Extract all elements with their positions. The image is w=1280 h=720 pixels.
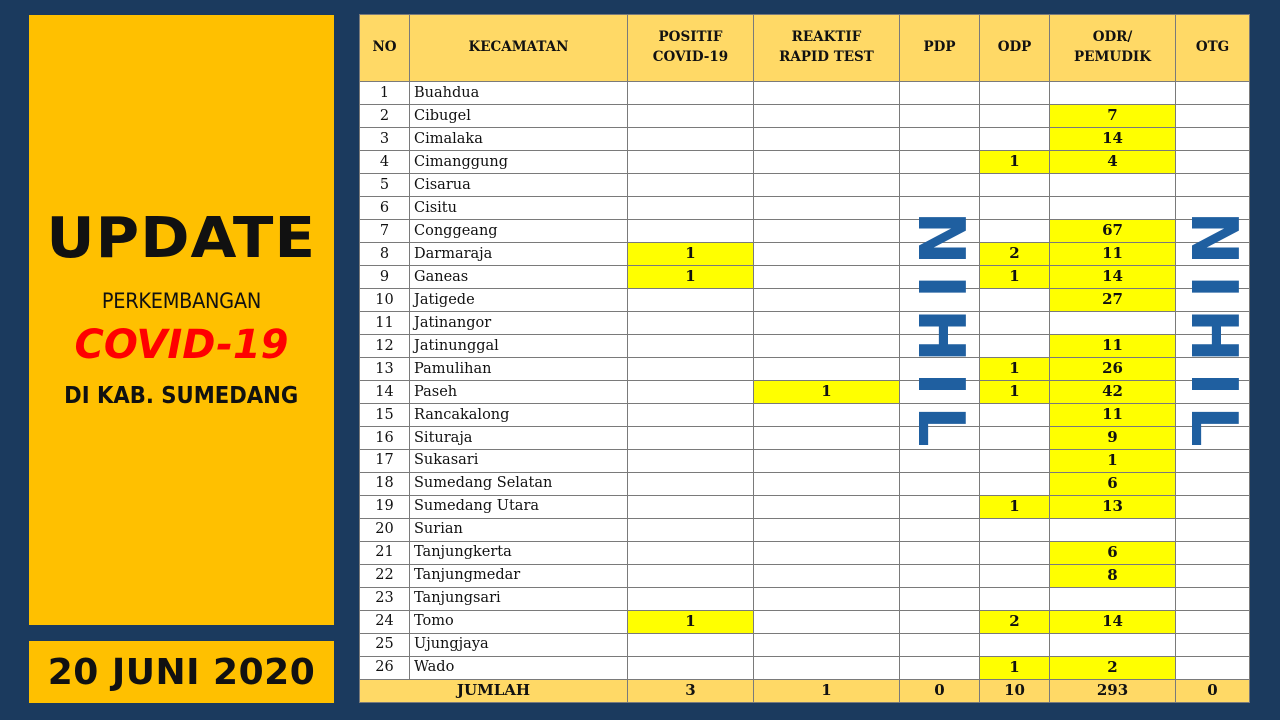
table-row	[360, 196, 1250, 219]
row-reaktif	[754, 564, 900, 587]
row-odp	[980, 587, 1050, 610]
row-odr: 11	[1050, 242, 1176, 265]
row-reaktif	[754, 104, 900, 127]
row-otg	[1176, 633, 1250, 656]
total-odr: 293	[1050, 679, 1176, 702]
row-kecamatan: Cimanggung	[410, 150, 628, 173]
row-no: 7	[360, 219, 410, 242]
row-kecamatan: Jatinangor	[410, 311, 628, 334]
row-no: 1	[360, 82, 410, 105]
row-positif	[628, 587, 754, 610]
row-odr: 6	[1050, 541, 1176, 564]
row-kecamatan: Tanjungmedar	[410, 564, 628, 587]
total-label: JUMLAH	[360, 679, 628, 702]
row-odp	[980, 82, 1050, 105]
row-kecamatan: Ujungjaya	[410, 633, 628, 656]
table-row	[360, 334, 1250, 357]
row-kecamatan: Rancakalong	[410, 403, 628, 426]
row-reaktif	[754, 541, 900, 564]
row-odr: 9	[1050, 426, 1176, 449]
total-reaktif: 1	[754, 679, 900, 702]
row-kecamatan: Cimalaka	[410, 127, 628, 150]
row-positif	[628, 633, 754, 656]
row-kecamatan: Surian	[410, 518, 628, 541]
row-positif	[628, 150, 754, 173]
table-row	[360, 610, 1250, 633]
row-pdp	[900, 104, 980, 127]
row-kecamatan: Tanjungsari	[410, 587, 628, 610]
row-positif	[628, 426, 754, 449]
table-row	[360, 357, 1250, 380]
total-row	[360, 679, 1250, 702]
row-otg	[1176, 541, 1250, 564]
table-row	[360, 403, 1250, 426]
header-kecamatan: KECAMATAN	[410, 15, 628, 82]
table-row	[360, 82, 1250, 105]
row-otg	[1176, 104, 1250, 127]
row-odr: 11	[1050, 403, 1176, 426]
update-title: UPDATE	[46, 206, 317, 271]
row-kecamatan: Darmaraja	[410, 242, 628, 265]
row-pdp	[900, 633, 980, 656]
row-pdp	[900, 472, 980, 495]
header-odr-line2: PEMUDIK	[1074, 49, 1151, 65]
row-kecamatan: Ganeas	[410, 265, 628, 288]
row-kecamatan: Tomo	[410, 610, 628, 633]
row-kecamatan: Paseh	[410, 380, 628, 403]
row-no: 26	[360, 656, 410, 679]
row-reaktif	[754, 587, 900, 610]
row-odp: 1	[980, 150, 1050, 173]
row-positif	[628, 127, 754, 150]
row-otg	[1176, 656, 1250, 679]
header-odr	[1050, 15, 1176, 82]
row-reaktif	[754, 357, 900, 380]
row-reaktif	[754, 449, 900, 472]
row-kecamatan: Jatinunggal	[410, 334, 628, 357]
row-reaktif	[754, 633, 900, 656]
row-odr	[1050, 518, 1176, 541]
row-otg	[1176, 564, 1250, 587]
table-row	[360, 219, 1250, 242]
row-positif	[628, 311, 754, 334]
row-kecamatan: Sumedang Selatan	[410, 472, 628, 495]
row-kecamatan: Cisitu	[410, 196, 628, 219]
table-row	[360, 633, 1250, 656]
row-pdp	[900, 150, 980, 173]
header-odr-line1: ODR/	[1092, 29, 1133, 46]
row-positif	[628, 518, 754, 541]
data-table-container	[359, 14, 1249, 703]
row-odr: 1	[1050, 449, 1176, 472]
row-positif	[628, 219, 754, 242]
table-row	[360, 518, 1250, 541]
table-row	[360, 288, 1250, 311]
row-no: 23	[360, 587, 410, 610]
row-no: 10	[360, 288, 410, 311]
row-positif: 1	[628, 242, 754, 265]
table-row	[360, 587, 1250, 610]
row-reaktif	[754, 265, 900, 288]
row-pdp	[900, 173, 980, 196]
total-otg: 0	[1176, 679, 1250, 702]
header-otg: OTG	[1176, 15, 1250, 82]
row-no: 5	[360, 173, 410, 196]
row-kecamatan: Cisarua	[410, 173, 628, 196]
table-row	[360, 242, 1250, 265]
row-odr: 13	[1050, 495, 1176, 518]
table-row	[360, 265, 1250, 288]
total-positif: 3	[628, 679, 754, 702]
table-row	[360, 380, 1250, 403]
row-odp	[980, 449, 1050, 472]
total-odp: 10	[980, 679, 1050, 702]
table-row	[360, 127, 1250, 150]
row-no: 19	[360, 495, 410, 518]
total-pdp: 0	[900, 679, 980, 702]
header-reaktif-line2: RAPID TEST	[779, 49, 874, 65]
row-positif	[628, 104, 754, 127]
row-odp	[980, 541, 1050, 564]
row-odp	[980, 104, 1050, 127]
row-pdp	[900, 127, 980, 150]
row-odr	[1050, 196, 1176, 219]
row-no: 21	[360, 541, 410, 564]
title-panel	[29, 15, 334, 625]
row-no: 16	[360, 426, 410, 449]
row-positif	[628, 403, 754, 426]
row-otg	[1176, 127, 1250, 150]
row-odr: 27	[1050, 288, 1176, 311]
row-odr: 26	[1050, 357, 1176, 380]
row-kecamatan: Sukasari	[410, 449, 628, 472]
row-otg	[1176, 150, 1250, 173]
row-reaktif	[754, 219, 900, 242]
row-no: 9	[360, 265, 410, 288]
otg-nihil-label: NIHIL	[1175, 211, 1250, 457]
row-pdp	[900, 518, 980, 541]
row-odr	[1050, 82, 1176, 105]
row-reaktif	[754, 242, 900, 265]
row-odp	[980, 518, 1050, 541]
row-no: 22	[360, 564, 410, 587]
row-kecamatan: Situraja	[410, 426, 628, 449]
row-positif	[628, 288, 754, 311]
row-odr: 67	[1050, 219, 1176, 242]
row-no: 13	[360, 357, 410, 380]
row-pdp	[900, 564, 980, 587]
table-row	[360, 426, 1250, 449]
row-positif	[628, 495, 754, 518]
table-row	[360, 656, 1250, 679]
table-row	[360, 472, 1250, 495]
region-label: DI KAB. SUMEDANG	[64, 383, 299, 409]
row-no: 15	[360, 403, 410, 426]
row-no: 20	[360, 518, 410, 541]
row-no: 2	[360, 104, 410, 127]
row-odp: 2	[980, 242, 1050, 265]
row-positif	[628, 334, 754, 357]
row-reaktif	[754, 150, 900, 173]
row-positif	[628, 564, 754, 587]
row-pdp	[900, 541, 980, 564]
row-otg	[1176, 495, 1250, 518]
row-positif	[628, 380, 754, 403]
row-odp	[980, 311, 1050, 334]
row-odp	[980, 564, 1050, 587]
row-no: 3	[360, 127, 410, 150]
row-pdp	[900, 610, 980, 633]
table-row	[360, 495, 1250, 518]
row-odp	[980, 403, 1050, 426]
row-otg	[1176, 472, 1250, 495]
row-pdp	[900, 82, 980, 105]
covid-label: COVID-19	[74, 322, 289, 368]
header-pdp: PDP	[900, 15, 980, 82]
date-label: 20 JUNI 2020	[47, 651, 316, 693]
row-kecamatan: Wado	[410, 656, 628, 679]
row-reaktif: 1	[754, 380, 900, 403]
row-reaktif	[754, 311, 900, 334]
row-positif	[628, 541, 754, 564]
row-odp	[980, 288, 1050, 311]
row-positif	[628, 656, 754, 679]
row-odr	[1050, 587, 1176, 610]
header-reaktif	[754, 15, 900, 82]
row-odr: 4	[1050, 150, 1176, 173]
row-odp: 1	[980, 380, 1050, 403]
row-odp	[980, 127, 1050, 150]
row-odp	[980, 334, 1050, 357]
row-no: 18	[360, 472, 410, 495]
row-reaktif	[754, 196, 900, 219]
table-row	[360, 541, 1250, 564]
row-pdp	[900, 656, 980, 679]
row-reaktif	[754, 403, 900, 426]
header-odp: ODP	[980, 15, 1050, 82]
row-otg	[1176, 587, 1250, 610]
row-positif: 1	[628, 610, 754, 633]
table-row	[360, 564, 1250, 587]
row-no: 14	[360, 380, 410, 403]
row-reaktif	[754, 334, 900, 357]
table-row	[360, 449, 1250, 472]
row-odr: 14	[1050, 127, 1176, 150]
row-odr	[1050, 633, 1176, 656]
row-odp: 1	[980, 357, 1050, 380]
covid-table	[359, 14, 1250, 703]
row-kecamatan: Tanjungkerta	[410, 541, 628, 564]
row-odp: 1	[980, 495, 1050, 518]
row-odr: 8	[1050, 564, 1176, 587]
table-body	[360, 82, 1250, 703]
pdp-nihil-label: NIHIL	[902, 211, 977, 457]
row-otg	[1176, 173, 1250, 196]
row-odp	[980, 219, 1050, 242]
row-reaktif	[754, 82, 900, 105]
row-odp: 2	[980, 610, 1050, 633]
row-odp: 1	[980, 656, 1050, 679]
row-positif	[628, 472, 754, 495]
table-row	[360, 173, 1250, 196]
header-row	[360, 15, 1250, 82]
subtitle: PERKEMBANGAN	[101, 289, 262, 313]
table-row	[360, 150, 1250, 173]
row-positif: 1	[628, 265, 754, 288]
row-odr	[1050, 311, 1176, 334]
row-odr: 2	[1050, 656, 1176, 679]
row-odp	[980, 633, 1050, 656]
table-row	[360, 104, 1250, 127]
header-positif-line2: COVID-19	[652, 49, 729, 65]
header-reaktif-line1: REAKTIF	[791, 29, 862, 46]
row-pdp	[900, 495, 980, 518]
row-positif	[628, 357, 754, 380]
row-kecamatan: Buahdua	[410, 82, 628, 105]
row-no: 17	[360, 449, 410, 472]
row-no: 6	[360, 196, 410, 219]
row-no: 4	[360, 150, 410, 173]
row-odp	[980, 426, 1050, 449]
row-reaktif	[754, 495, 900, 518]
date-box	[29, 641, 334, 703]
header-positif	[628, 15, 754, 82]
row-odr: 6	[1050, 472, 1176, 495]
row-odr	[1050, 173, 1176, 196]
row-positif	[628, 173, 754, 196]
row-odr: 14	[1050, 610, 1176, 633]
row-odp: 1	[980, 265, 1050, 288]
row-no: 12	[360, 334, 410, 357]
row-positif	[628, 196, 754, 219]
row-no: 25	[360, 633, 410, 656]
row-otg	[1176, 610, 1250, 633]
row-pdp	[900, 587, 980, 610]
row-no: 24	[360, 610, 410, 633]
row-kecamatan: Jatigede	[410, 288, 628, 311]
row-reaktif	[754, 518, 900, 541]
row-kecamatan: Cibugel	[410, 104, 628, 127]
table-row	[360, 311, 1250, 334]
row-odr: 42	[1050, 380, 1176, 403]
row-reaktif	[754, 288, 900, 311]
row-positif	[628, 82, 754, 105]
row-reaktif	[754, 610, 900, 633]
row-odp	[980, 196, 1050, 219]
row-positif	[628, 449, 754, 472]
row-kecamatan: Conggeang	[410, 219, 628, 242]
row-reaktif	[754, 472, 900, 495]
row-otg	[1176, 518, 1250, 541]
row-odp	[980, 472, 1050, 495]
row-reaktif	[754, 426, 900, 449]
row-otg	[1176, 82, 1250, 105]
header-positif-line1: POSITIF	[658, 29, 723, 46]
row-no: 8	[360, 242, 410, 265]
header-no: NO	[360, 15, 410, 82]
row-reaktif	[754, 656, 900, 679]
row-reaktif	[754, 127, 900, 150]
row-no: 11	[360, 311, 410, 334]
row-odr: 14	[1050, 265, 1176, 288]
row-odr: 7	[1050, 104, 1176, 127]
row-odr: 11	[1050, 334, 1176, 357]
row-kecamatan: Pamulihan	[410, 357, 628, 380]
row-kecamatan: Sumedang Utara	[410, 495, 628, 518]
row-odp	[980, 173, 1050, 196]
row-reaktif	[754, 173, 900, 196]
